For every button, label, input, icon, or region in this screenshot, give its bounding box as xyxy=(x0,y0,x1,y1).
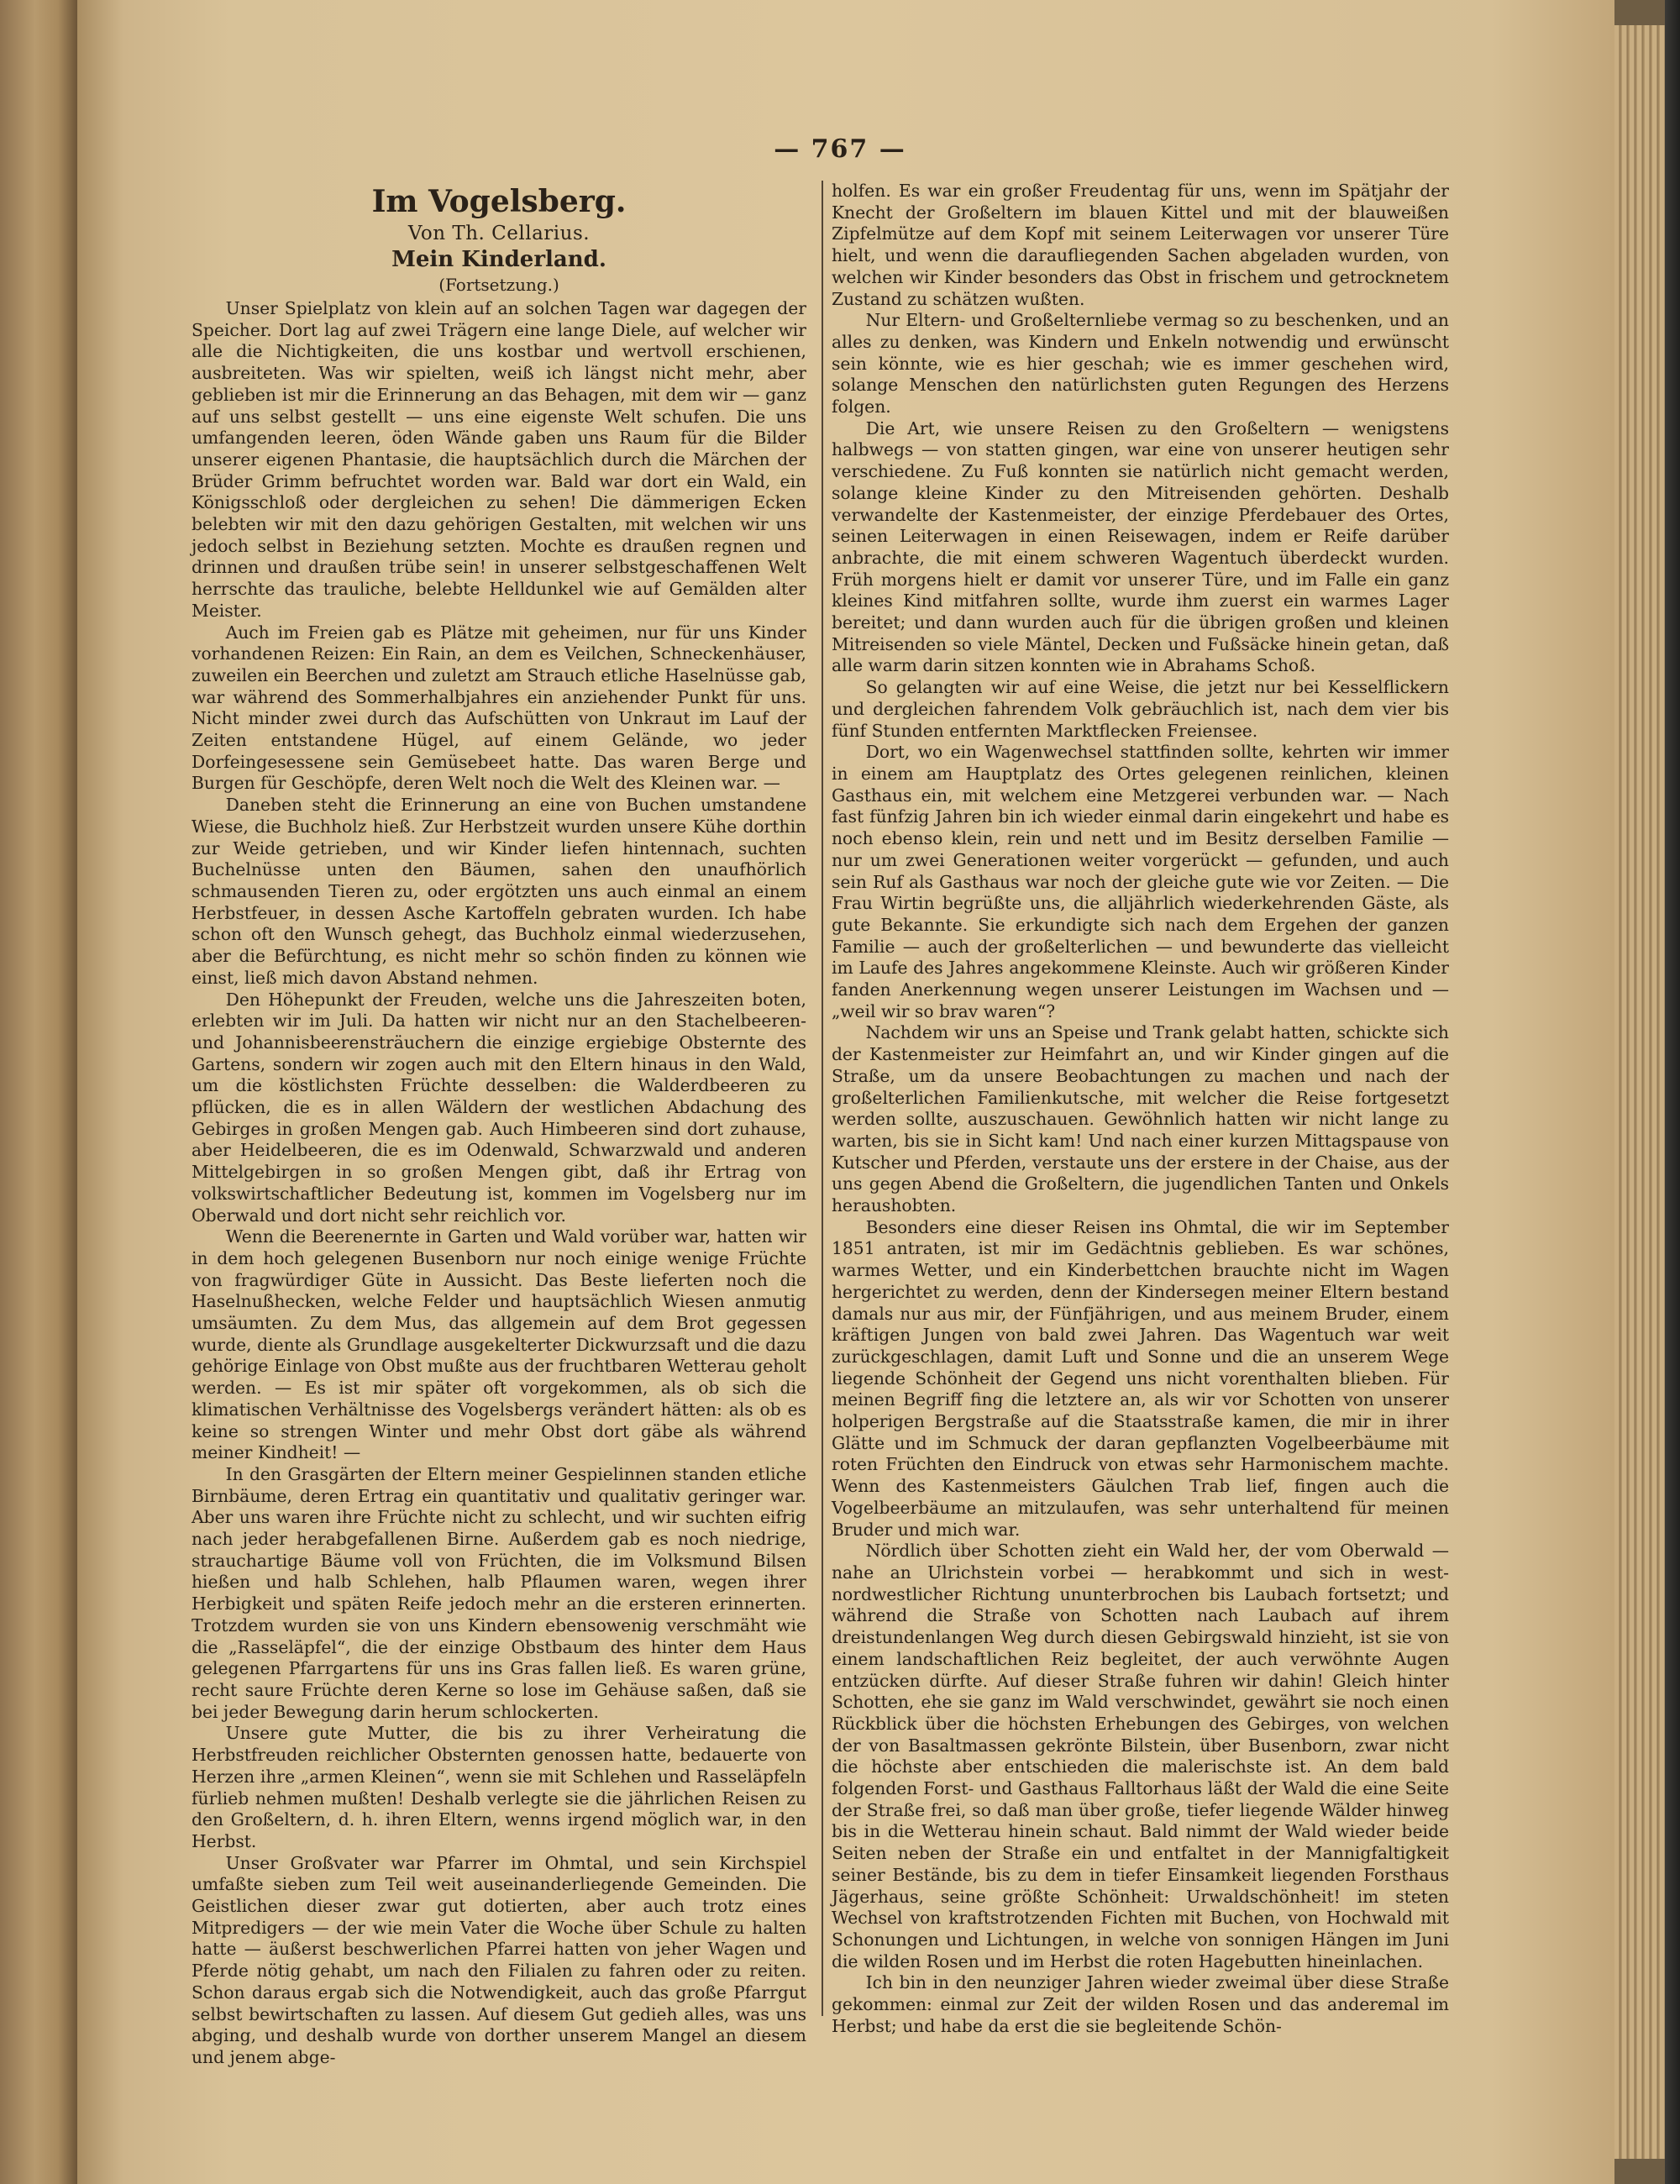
paragraph: Unser Großvater war Pfarrer im Ohmtal, und sein Kirchspiel umfaßte sieben zum Teil weit auseinanderliegende Gemeinden. Die Geistlichen dieser zwar gut dotierten, aber auch trotz eines Mitpredigers — der wie mein Vater die Woche über Schule zu halten hatte — äußerst beschwerlichen Pfarrei hatten von jeher Wagen und Pferde nötig gehabt, um nach den Filialen zu fahren oder zu reiten. Schon daraus ergab sich die Notwendigkeit, auch das große Pfarrgut selbst bewirtschaften zu lassen. Auf diesem Gut gedieh alles, was uns abging, und deshalb wurde von dorther unserem Mangel an diesem und jenem abge- xyxy=(192,1852,806,2067)
paragraph: holfen. Es war ein großer Freudentag für uns, wenn im Spätjahr der Knecht der Großeltern im blauen Kittel und mit der blauweißen Zipfelmütze auf dem Kopf mit seinem Leiterwagen vor unserer Türe hielt, und wenn die daraufliegenden Sachen abgeladen wurden, von welchen wir Kinder besonders das Obst in frischem und getrocknetem Zustand zu schätzen wußten. xyxy=(832,181,1449,309)
paragraph: Ich bin in den neunziger Jahren wieder zweimal über diese Straße gekommen: einmal zur Zeit der wilden Rosen und das anderemal im Herbst; und habe da erst die sie begleitende Schön- xyxy=(832,1972,1449,2036)
paragraph: Dort, wo ein Wagenwechsel stattfinden sollte, kehrten wir immer in einem am Hauptplatz des Ortes gelegenen reinlichen, kleinen Gasthaus ein, mit welchem eine Metzgerei verbunden war. — Nach fast fünfzig Jahren bin ich wieder einmal darin eingekehrt und habe es noch ebenso klein, rein und nett und im Besitz derselben Familie — nur um zwei Generationen weiter vorgerückt — gefunden, und auch sein Ruf als Gasthaus war noch der gleiche gute wie vor Zeiten. — Die Frau Wirtin begrüßte uns, die alljährlich wiederkehrenden Gäste, als gute Bekannte. Sie erkundigte sich nach dem Ergehen der ganzen Familie — auch der großelterlichen — und bewunderte das vielleicht im Laufe des Jahres angekommene Kleinste. Auch wir größeren Kinder fanden Anerkennung wegen unserer Leistungen im Wachsen und — „weil wir so brav waren“? xyxy=(832,742,1449,1021)
continuation-note: (Fortsetzung.) xyxy=(438,275,559,295)
paragraph: So gelangten wir auf eine Weise, die jetzt nur bei Kesselflickern und dergleichen fahrendem Volk gebräuchlich ist, nach dem vier bis fünf Stunden entfernten Marktflecken Freiensee. xyxy=(832,677,1449,741)
paragraph: Unser Spielplatz von klein auf an solchen Tagen war dagegen der Speicher. Dort lag auf zwei Trägern eine lange Diele, auf welcher wir alle die Nichtigkeiten, die uns kostbar und wertvoll erschienen, ausbreiteten. Was wir spielten, weiß ich längst nicht mehr, aber geblieben ist mir die Erinnerung an das Behagen, mit dem wir — ganz auf uns selbst gestellt — uns eine eigenste Welt schufen. Die uns umfangenden leeren, öden Wände gaben uns Raum für die Bilder unserer eigenen Phantasie, die hauptsächlich durch die Märchen der Brüder Grimm befruchtet worden war. Bald war dort ein Wald, ein Königsschloß oder dergleichen zu sehen! Die dämmerigen Ecken belebten wir mit den dazu gehörigen Gestalten, mit welchen wir uns jedoch selbst in Beziehung setzten. Mochte es draußen regnen und drinnen und draußen trübe sein! in unserer selbstgeschaffenen Welt herrschte das trauliche, belebte Helldunkel wie auf Gemälden alter Meister. xyxy=(192,298,806,621)
paragraph: Besonders eine dieser Reisen ins Ohmtal, die wir im September 1851 antraten, ist mir im Gedächtnis geblieben. Es war schönes, warmes Wetter, und ein Kinderbettchen brauchte nicht im Wagen hergerichtet zu werden, denn der Kindersegen meiner Eltern bestand damals nur aus mir, der Fünfjährigen, und aus meinem Bruder, einem kräftigen Jungen von bald zwei Jahren. Das Wagentuch war weit zurückgeschlagen, damit Luft und Sonne und die an unserem Wege liegende Schönheit der Gegend uns nicht vorenthalten blieben. Für meinen Begriff fing die letztere an, als wir vor Schotten von unserer holperigen Bergstraße auf die Staatsstraße kamen, die mir in ihrer Glätte und im Schmuck der daran gepflanzten Vogelbeerbäume mit roten Früchten den Eindruck von etwas sehr Harmonischem machte. Wenn des Kastenmeisters Gäulchen Trab lief, fingen auch die Vogelbeerbäume an mitzulaufen, was sehr unterhaltend für meinen Bruder und mich war. xyxy=(832,1216,1449,1540)
paragraph: Daneben steht die Erinnerung an eine von Buchen umstandene Wiese, die Buchholz hieß. Zur Herbstzeit wurden unsere Kühe dorthin zur Weide getrieben, und wir Kinder liefen hintennach, suchten Buchelnüsse unten den Bäumen, sahen den unaufhörlich schmausenden Tieren zu, oder ergötzten uns auch einmal an einem Herbstfeuer, in dessen Asche Kartoffeln gebraten wurden. Ich habe schon oft den Wunsch gehegt, das Buchholz einmal wiederzusehen, aber die Befürchtung, es nicht mehr so schön finden zu können wie einst, ließ mich davon Abstand nehmen. xyxy=(192,795,806,988)
article-author: Von Th. Cellarius. xyxy=(407,223,591,244)
paragraph: In den Grasgärten der Eltern meiner Gespielinnen standen etliche Birnbäume, deren Ertrag ein quantitativ und qualitativ geringer war. Aber uns waren ihre Früchte nicht zu schlecht, und wir suchten eifrig nach jeder herabgefallenen Birne. Außerdem gab es noch niedrige, strauchartige Bäume voll von Früchten, die im Volksmund Bilsen hießen und halb Schlehen, halb Pflaumen waren, wegen ihrer Herbigkeit und späten Reife jedoch mehr an die ersteren erinnerten. Trotzdem wurden sie von uns Kindern ebensowenig verschmäht wie die „Rasseläpfel“, die der einzige Obstbaum des hinter dem Haus gelegenen Pfarrgartens für uns ins Gras fallen ließ. Es waren grüne, recht saure Früchte deren Kerne so lose im Gehäuse saßen, daß sie bei jeder Bewegung darin herum schlockerten. xyxy=(192,1463,806,1722)
paragraph: Die Art, wie unsere Reisen zu den Großeltern — wenigstens halbwegs — von statten gingen, war eine von unserer heutigen sehr verschiedene. Zu Fuß konnten sie natürlich nicht gemacht werden, solange kleine Kinder zu den Mitreisenden gehörten. Deshalb verwandelte der Kastenmeister, der einzige Pferdebauer des Ortes, seinen Leiterwagen in einen Reisewagen, indem er Reife darüber anbrachte, die mit einem schweren Wagentuch überdeckt wurden. Früh morgens hielt er damit vor unserer Türe, und im Falle ein ganz kleines Kind mitfahren sollte, wurde ihm zuerst ein warmes Lager bereitet; und dann wurden auch für die übrigen großen und kleinen Mitreisenden so viele Mäntel, Decken und Fußsäcke hinein getan, daß alle warm darin sitzen konnten wie in Abrahams Schoß. xyxy=(832,417,1449,676)
right-column xyxy=(832,181,1449,2036)
paragraph: Nachdem wir uns an Speise und Trank gelabt hatten, schickte sich der Kastenmeister zur Heimfahrt an, und wir Kinder gingen auf die Straße, um da unsere Beobachtungen zu machen und nach der großelterlichen Familienkutsche, mit welcher die Reise fortgesetzt werden sollte, auszuschauen. Gewöhnlich hatten wir nicht lange zu warten, bis sie in Sicht kam! Und nach einer kurzen Mittagspause von Kutscher und Pferden, verstaute uns der erstere in der Chaise, aus der uns gegen Abend die Großeltern, die jugendlichen Tanten und Onkels heraushobten. xyxy=(832,1022,1449,1216)
book-cover-edge xyxy=(1665,0,1680,2184)
page-number: — 767 — xyxy=(774,134,906,164)
paragraph: Nur Eltern- und Großelternliebe vermag so zu beschenken, und an alles zu denken, was Kindern und Enkeln notwendig und erwünscht sein könnte, wie es hier geschah; wie es immer geschehen wird, solange Menschen den natürlichsten guten Regungen des Herzens folgen. xyxy=(832,310,1449,417)
paragraph: Auch im Freien gab es Plätze mit geheimen, nur für uns Kinder vorhandenen Reizen: Ein Rain, an dem es Veilchen, Schneckenhäuser, zuweilen ein Beerchen und zuletzt am Strauch etliche Haselnüsse gab, war während des Sommerhalbjahres ein anziehender Punkt für uns. Nicht minder zwei durch das Aufschütten von Unkraut im Lauf der Zeiten entstandene Hügel, auf einem Gelände, wo jeder Dorfeingesessene sein Gemüsebeet hatte. Das waren Berge und Burgen für Geschöpfe, deren Welt noch die Welt des Kleinen war. — xyxy=(192,622,806,794)
paragraph: Nördlich über Schotten zieht ein Wald her, der vom Oberwald — nahe an Ulrichstein vorbei — herabkommt und sich in west-nordwestlicher Richtung ununterbrochen bis Laubach fortsetzt; und während die Straße von Schotten nach Laubach auf ihrem dreistundenlangen Weg durch diesen Gebirgswald hinzieht, ist sie von einem landschaftlichen Reiz begleitet, der auch verwöhnte Augen entzücken dürfte. Auf dieser Straße fuhren wir dahin! Gleich hinter Schotten, ehe sie ganz im Wald verschwindet, gewährt sie noch einen Rückblick über die höchsten Erhebungen des Gebirges, von welchen der von Basaltmassen gekrönte Bilstein, über Busenborn, zwar nicht die höchste aber entschieden die malerischste ist. An dem bald folgenden Forst- und Gasthaus Falltorhaus läßt der Wald die eine Seite der Straße frei, so daß man über große, tiefer liegende Wälder hinweg bis in die Wetterau hinein schaut. Bald nimmt der Wald wieder beide Seiten neben der Straße ein und entfaltet in der Mannigfaltigkeit seiner Bestände, bis zu dem in tiefer Einsamkeit liegenden Forsthaus Jägerhaus, seine größte Schönheit: Urwaldschönheit! im steten Wechsel von kraftstrotzenden Fichten mit Buchen, von Hochwald mit Schonungen und Lichtungen, in welche von sonnigen Hängen im Juni die wilden Rosen und im Herbst die roten Hagebutten hineinlachen. xyxy=(832,1541,1449,1971)
paragraph: Wenn die Beerenernte in Garten und Wald vorüber war, hatten wir in dem hoch gelegenen Busenborn nur noch einige wenige Früchte von fragwürdiger Güte in Aussicht. Das Beste lieferten noch die Haselnußhecken, welche Felder und hauptsächlich Wiesen anmutig umsäumten. Zu dem Mus, das allgemein auf dem Brot gegessen wurde, diente als Grundlage ausgekelterter Dickwurzsaft und die dazu gehörige Einlage von Obst mußte aus der fruchtbaren Wetterau geholt werden. — Es ist mir später oft vorgekommen, als ob sich die klimatischen Verhältnisse des Vogelsbergs verändert hätten: als ob es keine so strengen Winter und mehr Obst dort gäbe als während meiner Kindheit! — xyxy=(192,1226,806,1463)
left-column xyxy=(192,181,806,2067)
article-subtitle: Mein Kinderland. xyxy=(391,247,606,272)
column-divider xyxy=(822,181,823,2016)
previous-page-gutter xyxy=(0,0,77,2184)
article-title: Im Vogelsberg. xyxy=(371,184,627,219)
paragraph: Den Höhepunkt der Freuden, welche uns die Jahreszeiten boten, erlebten wir im Juli. Da hatten wir nicht nur an den Stachelbeeren- und Johannisbeerensträuchern die einzige ergiebige Obsternte des Gartens, sondern wir zogen auch mit den Eltern hinaus in den Wald, um die köstlichsten Früchte desselben: die Walderdbeeren zu pflücken, die es in allen Wäldern der westlichen Abdachung des Gebirges in großen Mengen gab. Auch Himbeeren sind dort zuhause, aber Heidelbeeren, die es im Odenwald, Schwarzwald und anderen Mittelgebirgen in so großen Mengen gibt, daß ihr Ertrag von volkswirtschaftlicher Bedeutung ist, kommen im Vogelsberg nur im Oberwald und dort nicht sehr reichlich vor. xyxy=(192,989,806,1226)
paragraph: Unsere gute Mutter, die bis zu ihrer Verheiratung die Herbstfreuden reichlicher Obsternten genossen hatte, bedauerte von Herzen ihre „armen Kleinen“, wenn sie mit Schlehen und Rasseläpfeln fürlieb nehmen mußten! Deshalb verlegte sie die jährlichen Reisen zu den Großeltern, d. h. ihren Eltern, wenns irgend möglich war, in den Herbst. xyxy=(192,1723,806,1851)
page-edges xyxy=(1614,25,1665,2159)
